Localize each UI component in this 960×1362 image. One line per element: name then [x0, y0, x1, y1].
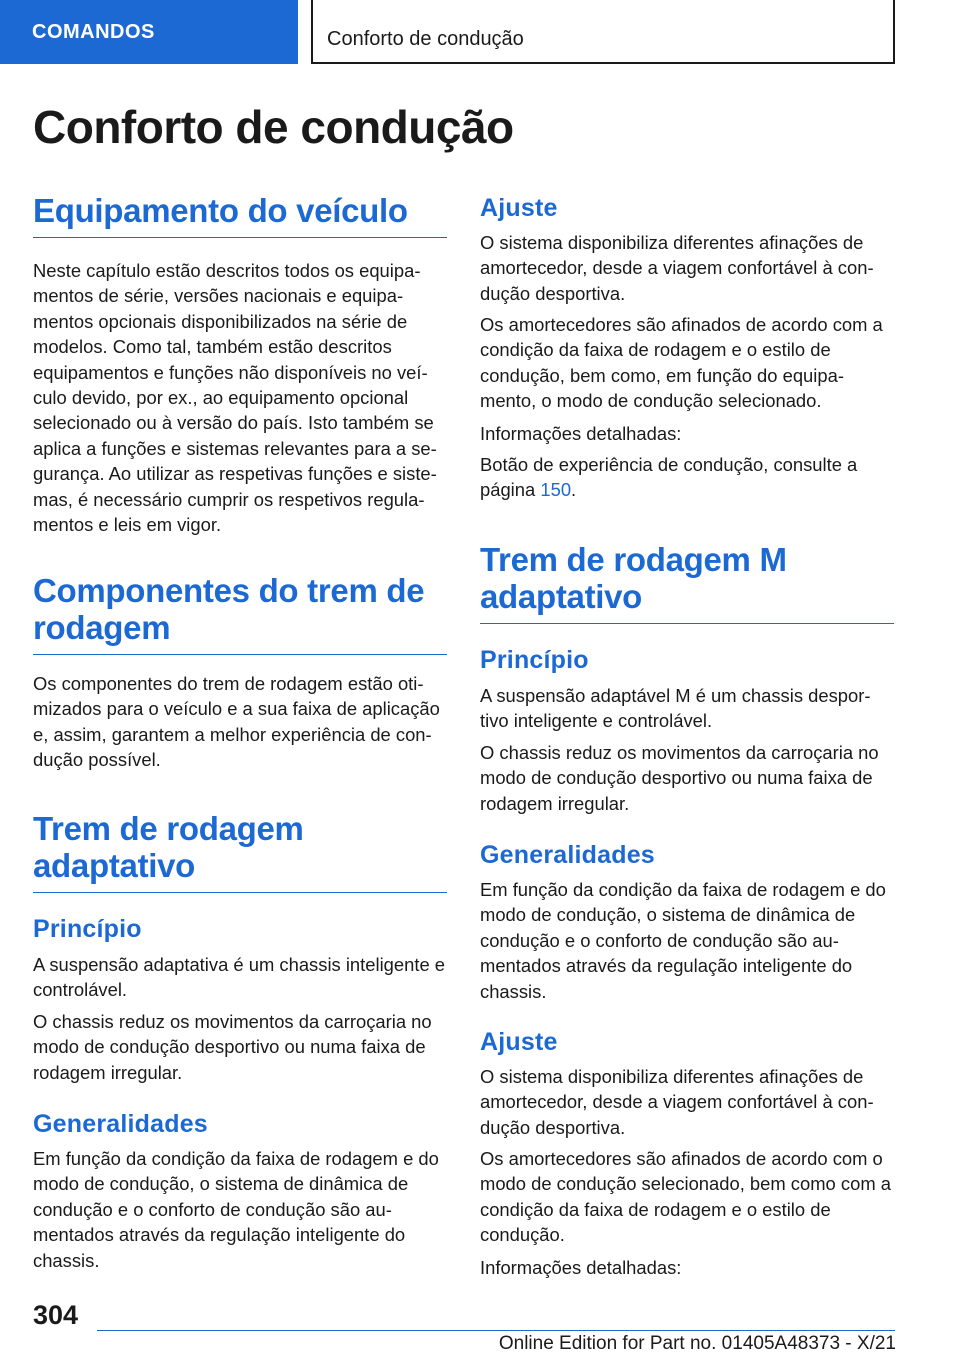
breadcrumb-label: Conforto de condução [327, 28, 524, 50]
footer-edition: Online Edition for Part no. 01405A48373 - X/21 [498, 1333, 896, 1354]
paragraph-generalidades-m: Em função da condição da faixa de rodagem e do modo de condução, o sistema de dinâmica de condução e o conforto de condução são au-mentados através da regulação inteligente do chassis. [480, 879, 886, 1002]
paragraph-principio-m: A suspensão adaptável M é um chassis despor-tivo inteligente e controlável. [480, 685, 871, 732]
subheading-principio-m: Princípio [480, 646, 589, 674]
cross-reference-text: Botão de experiência de condução, consulte a página [480, 454, 858, 501]
footer-divider [97, 1330, 895, 1331]
section-tab-label: COMANDOS [32, 20, 155, 43]
section-heading-equipamento: Equipamento do veículo [33, 192, 447, 238]
paragraph-info-label-m: Informações detalhadas: [480, 1257, 682, 1278]
breadcrumb [311, 0, 895, 64]
section-heading-componentes: Componentes do trem de rodagem [33, 572, 447, 655]
page-link-150[interactable]: 150 [540, 479, 572, 501]
subheading-generalidades-m: Generalidades [480, 841, 655, 869]
paragraph-principio: A suspensão adaptativa é um chassis inteligente e controlável. [33, 954, 446, 1001]
paragraph-cross-reference [480, 452, 894, 503]
section-heading-trem-adaptativo: Trem de rodagem adaptativo [33, 810, 447, 893]
section-heading-trem-m-adaptativo: Trem de rodagem M adaptativo [480, 541, 894, 624]
cross-reference-period: . [571, 479, 577, 501]
paragraph-ajuste-2: Os amortecedores são afinados de acordo com a condição da faixa de rodagem e o estilo de condução, bem como, em função do equipa-mento, o modo de condução selecionado. [480, 314, 883, 412]
paragraph-ajuste-1: O sistema disponibiliza diferentes afinações de amortecedor, desde a viagem confortável à con-dução desportiva. [480, 232, 874, 304]
section-tab [0, 0, 298, 64]
page-number: 304 [33, 1300, 79, 1330]
subheading-ajuste: Ajuste [480, 194, 558, 222]
paragraph-componentes: Os componentes do trem de rodagem estão oti-mizados para o veículo e a sua faixa de aplicação e, assim, garantem a melhor experiência de con-dução possível. [33, 673, 440, 771]
paragraph-ajuste-m-1: O sistema disponibiliza diferentes afinações de amortecedor, desde a viagem confortável à con-dução desportiva. [480, 1066, 874, 1138]
paragraph-chassis-m: O chassis reduz os movimentos da carroçaria no modo de condução desportivo ou numa faixa de rodagem irregular. [480, 742, 879, 814]
paragraph-ajuste-m-2: Os amortecedores são afinados de acordo com o modo de condução selecionado, bem como com a condição da faixa de rodagem e o estilo de condução. [480, 1148, 891, 1246]
subheading-principio: Princípio [33, 915, 142, 943]
subheading-ajuste-m: Ajuste [480, 1028, 558, 1056]
subheading-generalidades: Generalidades [33, 1110, 208, 1138]
paragraph-chassis: O chassis reduz os movimentos da carroçaria no modo de condução desportivo ou numa faixa de rodagem irregular. [33, 1011, 432, 1083]
paragraph-generalidades: Em função da condição da faixa de rodagem e do modo de condução, o sistema de dinâmica de condução e o conforto de condução são au-mentados através da regulação inteligente do chassis. [33, 1148, 439, 1271]
paragraph-equipamento: Neste capítulo estão descritos todos os equipa-mentos de série, versões nacionais e equipa-mentos opcionais disponibilizados na série de modelos. Como tal, também estão descritos equipamentos e funções não disponíveis no veí-culo devido, por ex., ao equipamento opcional selecionado ou à versão do país. Isto também se aplica a funções e sistemas relevantes para a se-gurança. Ao utilizar as respetivas funções e siste-mas, é necessário cumprir os respetivos regula-mentos e leis em vigor. [33, 260, 437, 536]
paragraph-info-label: Informações detalhadas: [480, 423, 682, 444]
page-title: Conforto de condução [33, 101, 514, 153]
